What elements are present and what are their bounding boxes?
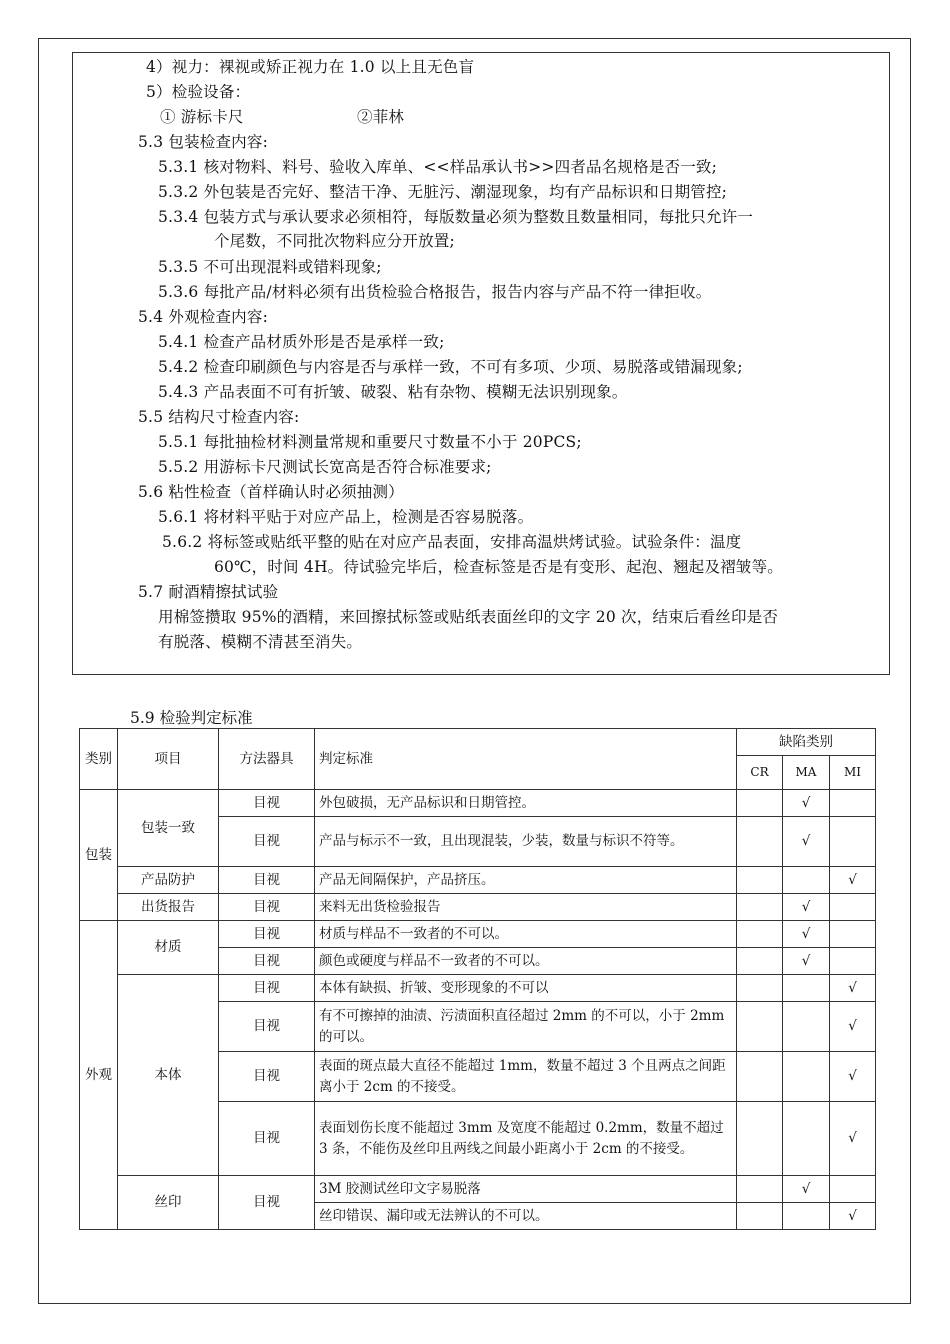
- header-standard: 判定标准: [315, 729, 737, 790]
- text-line: 5.3 包装检查内容:: [138, 133, 268, 151]
- mi-cell: [830, 921, 876, 948]
- item-protection: 产品防护: [118, 867, 219, 894]
- text-line: 5.5.1 每批抽检材料测量常规和重要尺寸数量不小于 20PCS;: [158, 433, 582, 451]
- item-pack-consistency: 包装一致: [118, 790, 219, 867]
- header-method: 方法器具: [219, 729, 315, 790]
- mi-check: √: [830, 1002, 876, 1052]
- text-line: 5.4 外观检查内容:: [138, 308, 268, 326]
- cr-cell: [737, 1203, 783, 1230]
- text-line: 5.6.2 将标签或贴纸平整的贴在对应产品表面，安排高温烘烤试验。试验条件：温度: [162, 533, 742, 551]
- text-line: 5.5.2 用游标卡尺测试长宽高是否符合标准要求;: [158, 458, 492, 476]
- standard-cell: 本体有缺损、折皱、变形现象的不可以: [315, 975, 737, 1002]
- item-silk: 丝印: [118, 1176, 219, 1230]
- mi-check: √: [830, 1203, 876, 1230]
- standard-cell: 外包破损，无产品标识和日期管控。: [315, 790, 737, 817]
- text-line: 5.6.1 将材料平贴于对应产品上，检测是否容易脱落。: [158, 508, 534, 526]
- header-defect: 缺陷类别: [737, 729, 876, 756]
- ma-check: √: [783, 790, 830, 817]
- method-cell: 目视: [219, 790, 315, 817]
- ma-check: √: [783, 817, 830, 867]
- mi-cell: [830, 948, 876, 975]
- ma-cell: [783, 1052, 830, 1102]
- standard-cell: 产品与标示不一致，且出现混装，少装，数量与标识不符等。: [315, 817, 737, 867]
- text-line: ① 游标卡尺: [160, 108, 244, 126]
- mi-check: √: [830, 1102, 876, 1176]
- method-cell: 目视: [219, 894, 315, 921]
- mi-cell: [830, 1176, 876, 1203]
- ma-cell: [783, 867, 830, 894]
- text-line: 5.4.3 产品表面不可有折皱、破裂、粘有杂物、模糊无法识别现象。: [158, 383, 628, 401]
- ma-check: √: [783, 921, 830, 948]
- cr-cell: [737, 921, 783, 948]
- cr-cell: [737, 1052, 783, 1102]
- cr-cell: [737, 1102, 783, 1176]
- method-cell: 目视: [219, 948, 315, 975]
- mi-check: √: [830, 975, 876, 1002]
- method-cell: 目视: [219, 1052, 315, 1102]
- ma-check: √: [783, 894, 830, 921]
- header-category: 类别: [80, 729, 118, 790]
- standard-cell: 产品无间隔保护，产品挤压。: [315, 867, 737, 894]
- header-ma: MA: [783, 756, 830, 790]
- text-line: 5.6 粘性检查（首样确认时必须抽测）: [138, 483, 404, 501]
- method-cell: 目视: [219, 867, 315, 894]
- standard-cell: 来料无出货检验报告: [315, 894, 737, 921]
- section-title: 5.9 检验判定标准: [130, 709, 253, 727]
- item-report: 出货报告: [118, 894, 219, 921]
- text-line: 5.3.5 不可出现混料或错料现象;: [158, 258, 382, 276]
- text-line: 5）检验设备：: [146, 83, 251, 101]
- method-cell: 目视: [219, 817, 315, 867]
- standard-cell: 丝印错误、漏印或无法辨认的不可以。: [315, 1203, 737, 1230]
- standard-cell: 颜色或硬度与样品不一致者的不可以。: [315, 948, 737, 975]
- standard-cell: 有不可擦掉的油渍、污渍面积直径超过 2mm 的不可以，小于 2mm 的可以。: [315, 1002, 737, 1052]
- method-cell: 目视: [219, 975, 315, 1002]
- ma-cell: [783, 1203, 830, 1230]
- method-cell: 目视: [219, 1002, 315, 1052]
- standard-cell: 表面的斑点最大直径不能超过 1mm，数量不超过 3 个且两点之间距离小于 2cm 的不接受。: [315, 1052, 737, 1102]
- text-line: 5.7 耐酒精擦拭试验: [138, 583, 279, 601]
- method-cell: 目视: [219, 921, 315, 948]
- mi-cell: [830, 817, 876, 867]
- text-line: 5.3.2 外包装是否完好、整洁干净、无脏污、潮湿现象，均有产品标识和日期管控;: [158, 183, 728, 201]
- text-line: 5.4.1 检查产品材质外形是否是承样一致;: [158, 333, 445, 351]
- mi-cell: [830, 790, 876, 817]
- ma-cell: [783, 1102, 830, 1176]
- standard-cell: 材质与样品不一致者的不可以。: [315, 921, 737, 948]
- ma-check: √: [783, 948, 830, 975]
- text-line: 5.4.2 检查印刷颜色与内容是否与承样一致，不可有多项、少项、易脱落或错漏现象;: [158, 358, 743, 376]
- item-body: 本体: [118, 975, 219, 1176]
- group-packaging: 包装: [80, 790, 118, 921]
- ma-cell: [783, 1002, 830, 1052]
- header-cr: CR: [737, 756, 783, 790]
- text-line: 有脱落、模糊不清甚至消失。: [158, 633, 363, 651]
- mi-check: √: [830, 1052, 876, 1102]
- text-line: 4）视力：裸视或矫正视力在 1.0 以上且无色盲: [146, 58, 475, 76]
- standard-cell: 表面划伤长度不能超过 3mm 及宽度不能超过 0.2mm，数量不超过 3 条，不能伤及丝印且两线之间最小距离小于 2cm 的不接受。: [315, 1102, 737, 1176]
- method-cell: 目视: [219, 1102, 315, 1176]
- standard-cell: 3M 胶测试丝印文字易脱落: [315, 1176, 737, 1203]
- ma-check: √: [783, 1176, 830, 1203]
- cr-cell: [737, 1176, 783, 1203]
- cr-cell: [737, 1002, 783, 1052]
- cr-cell: [737, 867, 783, 894]
- group-appearance: 外观: [80, 921, 118, 1230]
- ma-cell: [783, 975, 830, 1002]
- text-line: 60℃，时间 4H。待试验完毕后，检查标签是否是有变形、起泡、翘起及褶皱等。: [214, 558, 783, 576]
- text-line: 用棉签攒取 95%的酒精，来回擦拭标签或贴纸表面丝印的文字 20 次，结束后看丝印是否: [158, 608, 779, 626]
- inspection-standard-table: [79, 728, 876, 1230]
- text-line: 5.5 结构尺寸检查内容:: [138, 408, 300, 426]
- text-line: ②菲林: [357, 108, 405, 126]
- header-item: 项目: [118, 729, 219, 790]
- cr-cell: [737, 975, 783, 1002]
- mi-check: √: [830, 867, 876, 894]
- cr-cell: [737, 790, 783, 817]
- item-material: 材质: [118, 921, 219, 975]
- header-mi: MI: [830, 756, 876, 790]
- text-line: 5.3.6 每批产品/材料必须有出货检验合格报告，报告内容与产品不符一律拒收。: [158, 283, 712, 301]
- cr-cell: [737, 894, 783, 921]
- method-cell: 目视: [219, 1176, 315, 1230]
- cr-cell: [737, 948, 783, 975]
- text-line: 5.3.1 核对物料、料号、验收入库单、<<样品承认书>>四者品名规格是否一致;: [158, 158, 718, 176]
- text-line: 个尾数，不同批次物料应分开放置;: [214, 232, 455, 250]
- text-line: 5.3.4 包装方式与承认要求必须相符，每版数量必须为整数且数量相同，每批只允许一: [158, 208, 754, 226]
- cr-cell: [737, 817, 783, 867]
- mi-cell: [830, 894, 876, 921]
